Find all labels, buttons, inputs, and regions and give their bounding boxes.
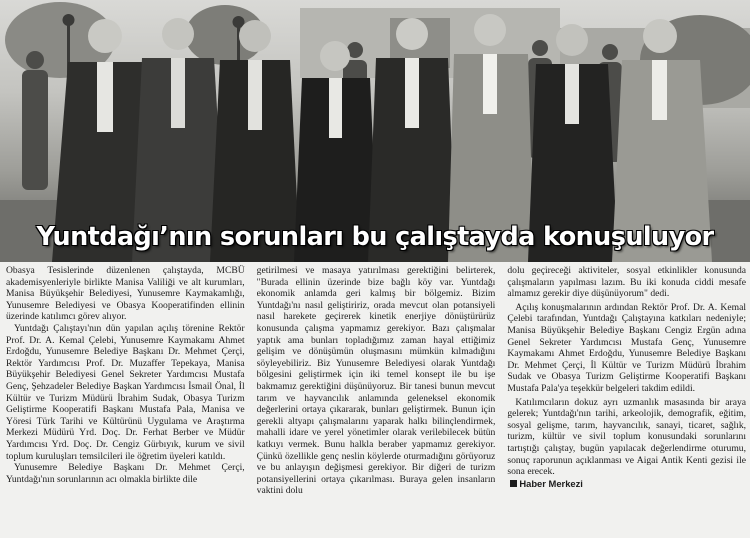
paragraph: Açılış konuşmalarının ardından Rektör Prof. Dr. A. Kemal Çelebi tarafından, Yuntdağı Çalıştayına katkıları nedeniyle; Manisa Büyükşehir Belediye Başkanı Cengiz Ergün adına Genel Sekreter Yardımcısı Mustafa Genç, Yunusemre Kaymakamı Ahmet Erdoğdu, Yunusemre Belediye Başkanı Dr. Mehmet Çerçi, İl Kültür ve Turizm Müdürü İbrahim Sudak ve Obasya Turizm Geliştirme Kooperatifi Başkanı Mustafa Pala'ya teşekkür belgeleri takdim edildi. [507, 301, 747, 394]
byline-text: Haber Merkezi [519, 477, 583, 489]
article-body [6, 265, 746, 537]
headline: Yuntdağı’nın sorunları bu çalıştayda konuşuluyor [36, 222, 714, 252]
article-column-1 [6, 265, 245, 537]
paragraph: Katılımcıların dokuz ayrı uzmanlık masasında bir araya gelerek; Yuntdağı'nın tarihi, arkeolojik, demografik, eğitim, sosyal gelişme, tarım, hayvancılık, sanayi, ticaret, sağlık, turizm, kültür ve sivil toplum konusundaki sorunlarını tartıştığı çalıştay, bugün yapılacak değerlendirme oturumu, sonuç raporunun açıklanması ve Aigai Antik Kenti gezisi ile sona erecek. [507, 396, 747, 478]
paragraph: Yunusemre Belediye Başkanı Dr. Mehmet Çerçi, Yuntdağı'nın sorunlarının acı olmakla birlikte dile [6, 462, 245, 485]
news-photo [0, 0, 750, 262]
byline-square-icon [510, 480, 517, 487]
paragraph: dolu geçireceği aktiviteler, sosyal etkinlikler konusunda çalışmaların yapılması lazım. Bu iki konuda ciddi mesafe almamız gerekir diye düşünüyorum" dedi. [507, 265, 747, 300]
byline [507, 478, 746, 490]
paragraph: getirilmesi ve masaya yatırılması gerektiğini belirterek, "Burada ellinin üzerinde bize bağlı köy var. Yuntdağı ekonomik anlamda geri kalmış bir bölgemiz. Bizim Yuntdağı'nı nasıl geliştiririz, orada mevcut olan potansiyeli nasıl harekete geçirerek kinetik enerjiye dönüştürürüz konusunda çalışma yapmamız gerekiyor. Bazı çalışmalar yaptık ama bunları topladığımız zaman hayal ettiğimiz gelişim ve dönüşümün oluşmasını mümkün kılmadığını söyleyebiliriz. Biz Yunusemre Belediyesi olarak Yuntdağı bölgesini geliştirmek için iki temel konsept ile bu işe bakmamız gerektiğini düşünüyoruz. Bir tanesi bunun mevcut tarım ve hayvancılık anlamında geleneksel ekonomik değerlerini ortaya çıkararak, bunları geliştirmek. Bunun için gerekli altyapı çalışmalarını yaparak halkı bilinçlendirmek, mahalli idare ve yerel yönetimler olarak verilebilecek bütün katkıyı vermek. Bunu halkla beraber yapmamız gerekiyor. Çünkü özellikle genç neslin köylerde oturmadığını görüyoruz ve bu anlayışın değişmesi gerekiyor. Bir diğeri de turizm potansiyellerini ortaya çıkarılması. Buraya gelen insanların vaktini dolu [256, 265, 496, 497]
article-column-3 [507, 265, 746, 537]
paragraph: Obasya Tesislerinde düzenlenen çalıştayda, MCBÜ akademisyenleriyle birlikte Manisa Valiliği ve alt kurumları, Manisa Büyükşehir Belediyesi, Yunusemre Kaymakamlığı, Yunusemre Belediyesi ve Obasya Kooperatifinden ellinin üzerinde katılımcı görev alıyor. [6, 265, 245, 323]
paragraph: Yuntdağı Çalıştayı'nın dün yapılan açılış törenine Rektör Prof. Dr. A. Kemal Çelebi, Yunusemre Kaymakamı Ahmet Erdoğdu, Yunusemre Belediye Başkanı Dr. Mehmet Çerçi, Rektör Yardımcısı Prof. Dr. Muzaffer Tepekaya, Manisa Büyükşehir Belediyesi Genel Sekreter Yardımcısı Mustafa Genç, Şehzadeler Belediye Başkan Yardımcısı İsmail Önal, İl Kültür ve Turizm Müdürü İbrahim Sudak, Obasya Turizm Geliştirme Kooperatifi Başkanı Mustafa Pala, Manisa ve Yöresi Türk Tarihi ve Kültürünü Uygulama ve Araştırma Merkezi Müdürü Yrd. Doç. Dr. Ferhat Berber ve Müdür Yardımcısı Yrd. Doç. Dr. Cengiz Gürbıyık, kurum ve sivil toplum kuruluşları temsilcileri ile öğretim üyeleri katıldı. [6, 322, 245, 462]
article-column-2 [257, 265, 496, 537]
